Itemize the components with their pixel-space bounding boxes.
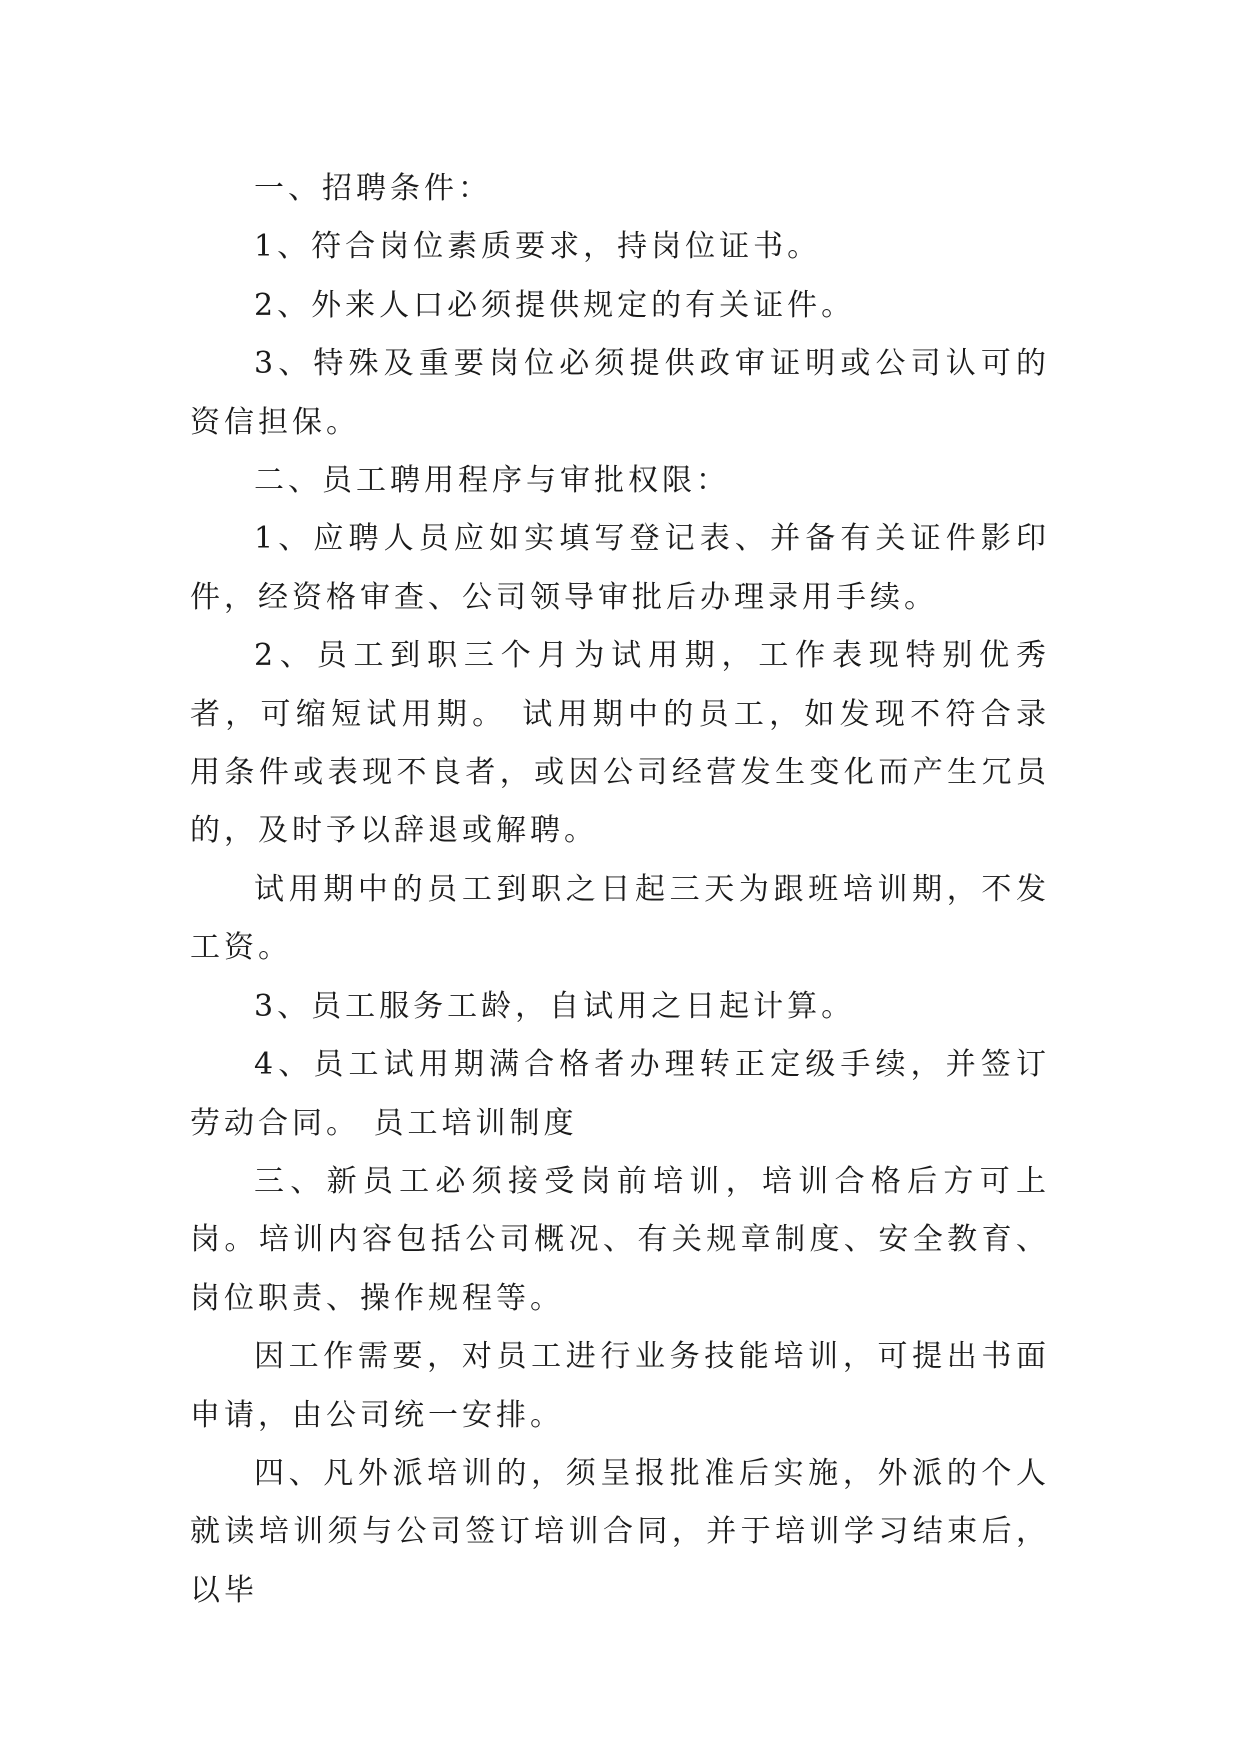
paragraph: 因工作需要，对员工进行业务技能培训，可提出书面申请，由公司统一安排。: [190, 1339, 1050, 1433]
heading-recruitment-conditions: 一、招聘条件：: [254, 171, 492, 206]
paragraph: 四、凡外派培训的，须呈报批准后实施，外派的个人就读培训须与公司签订培训合同，并于培训学习结束后，以毕: [190, 1455, 1050, 1608]
paragraph: 2、员工到职三个月为试用期，工作表现特别优秀者，可缩短试用期。 试用期中的员工，如发现不符合录用条件或表现不良者，或因公司经营发生变化而产生冗员的，及时予以辞退或解聘。: [190, 638, 1050, 849]
paragraph: 3、特殊及重要岗位必须提供政审证明或公司认可的资信担保。: [190, 346, 1050, 440]
paragraph: 1、应聘人员应如实填写登记表、并备有关证件影印件，经资格审查、公司领导审批后办理录用手续。: [190, 521, 1050, 615]
paragraph: 3、员工服务工龄，自试用之日起计算。: [254, 988, 856, 1024]
paragraph: 1、符合岗位素质要求，持岗位证书。: [254, 229, 822, 265]
paragraph: 试用期中的员工到职之日起三天为跟班培训期，不发工资。: [190, 871, 1050, 966]
paragraph: 2、外来人口必须提供规定的有关证件。: [254, 287, 856, 323]
paragraph: 4、员工试用期满合格者办理转正定级手续，并签订劳动合同。 员工培训制度: [190, 1047, 1050, 1141]
document-body: [190, 160, 1050, 1620]
paragraph: 三、新员工必须接受岗前培训，培训合格后方可上岗。培训内容包括公司概况、有关规章制度、安全教育、岗位职责、操作规程等。: [190, 1163, 1050, 1316]
heading-hiring-procedure: 二、员工聘用程序与审批权限：: [254, 463, 730, 499]
